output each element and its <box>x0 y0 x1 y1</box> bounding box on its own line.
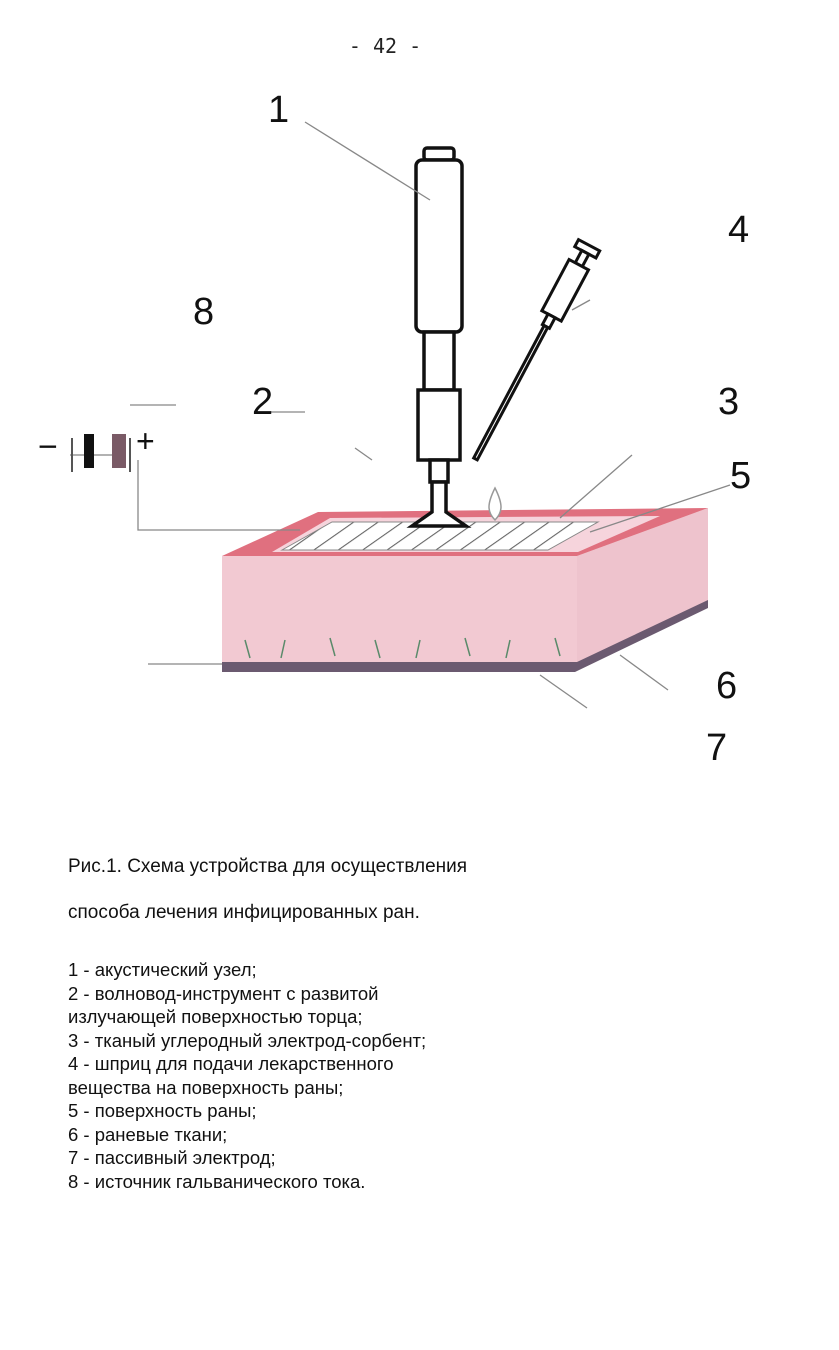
page-number: - 42 - <box>348 34 422 58</box>
medicine-drop <box>489 488 501 520</box>
legend-item: 5 - поверхность раны; <box>68 1100 257 1121</box>
legend-item: 1 - акустический узел; <box>68 959 257 980</box>
legend-item: вещества на поверхность раны; <box>68 1076 344 1098</box>
wound-tissue-front <box>222 556 577 662</box>
galvanic-source <box>38 423 155 472</box>
caption-line-1: Рис.1. Схема устройства для осуществления <box>68 856 468 877</box>
syringe <box>465 240 600 465</box>
label-6: 6 <box>716 665 738 707</box>
label-4: 4 <box>728 209 750 251</box>
label-2: 2 <box>252 381 274 423</box>
caption-line-2: способа лечения инфицированных ран. <box>68 902 420 923</box>
label-3: 3 <box>718 381 740 423</box>
legend-item: 3 - тканый углеродный электрод-сорбент; <box>68 1029 427 1051</box>
tissue-block <box>222 508 708 672</box>
label-1: 1 <box>268 89 290 131</box>
acoustic-unit <box>412 148 466 526</box>
legend-item: 7 - пассивный электрод; <box>68 1147 276 1168</box>
label-8: 8 <box>193 291 215 333</box>
legend-item: 6 - раневые ткани; <box>68 1123 228 1145</box>
battery-plus: + <box>136 423 155 459</box>
legend-item: 4 - шприц для подачи лекарственного <box>68 1053 394 1074</box>
label-7: 7 <box>706 727 728 769</box>
label-5: 5 <box>730 455 752 497</box>
legend-list <box>68 958 426 1193</box>
legend-item: излучающей поверхностью торца; <box>68 1006 363 1027</box>
legend-item: 8 - источник гальванического тока. <box>68 1170 366 1192</box>
legend-item: 2 - волновод-инструмент с развитой <box>68 982 379 1004</box>
battery-minus: − <box>38 428 58 466</box>
